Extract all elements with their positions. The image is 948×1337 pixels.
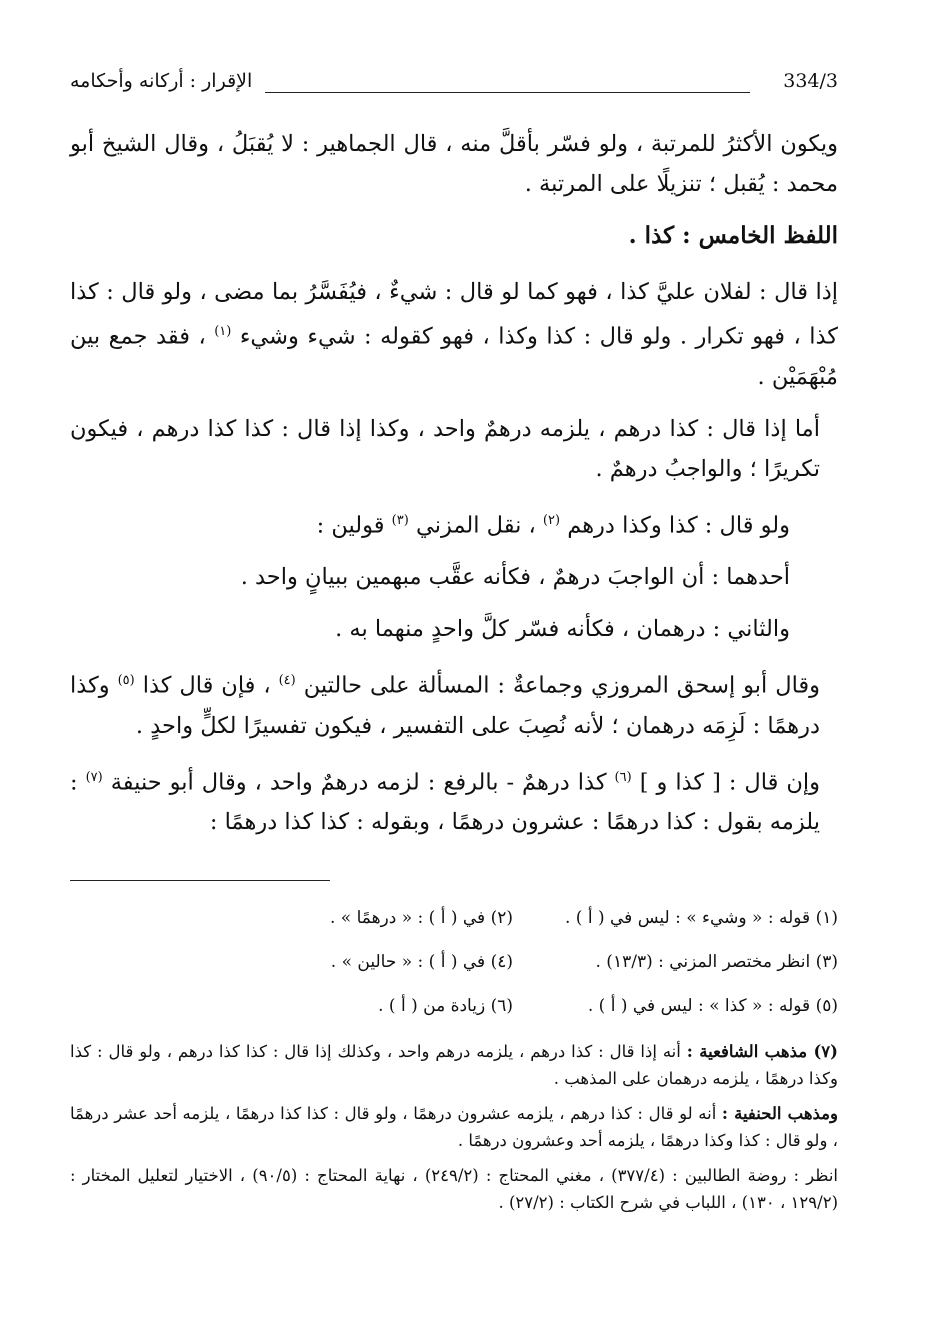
paragraph-4-text-b: ، نقل المزني: [415, 512, 536, 538]
footnote-ref-1[interactable]: (١): [214, 324, 232, 339]
paragraph-6: والثاني : درهمان ، فكأنه فسّر كلَّ واحدٍ منهما به .: [335, 616, 790, 642]
hanafi-text: أنه لو قال : كذا درهم ، يلزمه عشرون درهمًا ، ولو قال : كذا كذا درهمًا ، يلزمه أحد عشر درهمًا ، ولو قال : كذا وكذا درهمًا ، يلزمه أحد وعشرون درهمًا .: [70, 1104, 838, 1150]
footnote-ref-4[interactable]: (٤): [278, 673, 296, 688]
paragraph-8-text-b: كذا درهمٌ - بالرفع : لزمه درهمٌ واحد ، وقال أبو حنيفة: [110, 769, 607, 795]
footnote-ref-6[interactable]: (٦): [614, 769, 632, 785]
footnote-2: (٢) في ( أ ) : « درهمًا » .: [329, 908, 513, 928]
footnote-row-1: [70, 906, 838, 930]
paragraph-4: [70, 501, 838, 546]
footnote-4: (٤) في ( أ ) : « حالين » .: [330, 952, 513, 972]
footnote-ref-2[interactable]: (٢): [542, 512, 561, 528]
footnote-ref-7[interactable]: (٧): [85, 769, 103, 785]
footnote-7: [70, 1038, 838, 1092]
running-header: [70, 70, 838, 102]
hanafi-label: ومذهب الحنفية :: [721, 1104, 838, 1123]
main-text: [70, 124, 838, 854]
paragraph-7-text-c: وكذا درهمًا : لَزِمَه درهمان ؛ لأنه نُصِبَ على التفسير ، فيكون تفسيرًا لكلٍّ واحدٍ .: [70, 672, 820, 739]
running-title: الإقرار : أركانه وأحكامه: [70, 70, 253, 92]
footnote-5: (٥) قوله : « كذا » : ليس في ( أ ) .: [587, 996, 838, 1016]
section-heading: اللفظ الخامس : كذا .: [628, 222, 838, 249]
paragraph-4-text-c: قولين :: [316, 512, 385, 538]
footnote-6: (٦) زيادة من ( أ ) .: [378, 996, 513, 1016]
page-number: 334/3: [783, 70, 838, 92]
footnote-row-3: [70, 994, 838, 1018]
footnote-ref-5[interactable]: (٥): [117, 673, 135, 688]
paragraph-7: [70, 661, 838, 746]
footnote-separator: [70, 880, 330, 881]
footnote-7-references: انظر : روضة الطالبين : (٣٧٧/٤) ، مغني المحتاج : (٢٤٩/٢) ، نهاية المحتاج : (٩٠/٥) ، الاختيار لتعليل المختار : (١٢٩/٢ ، ١٣٠) ، اللباب في شرح الكتاب : (٢٧/٢) .: [70, 1166, 838, 1212]
footnote-7-text: أنه إذا قال : كذا درهم ، يلزمه درهم واحد ، وكذلك إذا قال : كذا كذا درهم ، ولو قال : كذا وكذا درهمًا ، يلزمه درهمان على المذهب .: [70, 1042, 838, 1088]
paragraph-2-text-a: إذا قال : لفلان عليَّ كذا ، فهو كما لو قال : شيءٌ ، فيُفَسَّرُ بما مضى ، ولو قال : كذا كذا ، فهو تكرار . ولو قال : كذا وكذا ، فهو كقوله : شيء وشيء: [70, 279, 838, 350]
footnote-3: (٣) انظر مختصر المزني : (١٣/٣) .: [595, 952, 838, 972]
paragraph-8: [70, 758, 838, 843]
paragraph-8-text-c: : يلزمه بقول : كذا درهمًا : عشرون درهمًا ، وبقوله : كذا كذا درهمًا :: [70, 769, 820, 835]
paragraph-7-text-a: وقال أبو إسحق المروزي وجماعةٌ : المسألة على حالتين: [303, 672, 821, 699]
book-page: [70, 60, 838, 1310]
paragraph-5: أحدهما : أن الواجبَ درهمٌ ، فكأنه عقَّب مبهمين ببيانٍ واحد .: [240, 564, 790, 590]
footnote-7-hanafi: [70, 1100, 838, 1154]
paragraph-2-text-b: ، فقد جمع بين مُبْهَمَيْن .: [70, 323, 838, 390]
paragraph-1: ويكون الأكثرُ للمرتبة ، ولو فسّر بأقلَّ منه ، قال الجماهير : لا يُقبَلُ ، وقال الشيخ أبو محمد : يُقبل ؛ تنزيلًا على المرتبة .: [70, 131, 838, 197]
footnote-1: (١) قوله : « وشيء » : ليس في ( أ ) .: [564, 908, 838, 928]
paragraph-2: [70, 272, 838, 397]
paragraph-7-text-b: ، فإن قال كذا: [142, 672, 271, 699]
paragraph-4-text-a: ولو قال : كذا وكذا درهم: [567, 512, 790, 538]
footnote-ref-3[interactable]: (٣): [391, 512, 409, 528]
footnotes: [70, 906, 838, 1224]
paragraph-8-text-a: وإن قال : [ كذا و ]: [639, 769, 821, 795]
header-rule: [265, 92, 750, 93]
footnote-row-2: [70, 950, 838, 974]
paragraph-3: أما إذا قال : كذا درهم ، يلزمه درهمٌ واحد ، وكذا إذا قال : كذا كذا درهم ، فيكون تكريرًا ؛ والواجبُ درهمٌ .: [70, 415, 820, 482]
footnote-7-label: (٧) مذهب الشافعية :: [686, 1042, 838, 1061]
